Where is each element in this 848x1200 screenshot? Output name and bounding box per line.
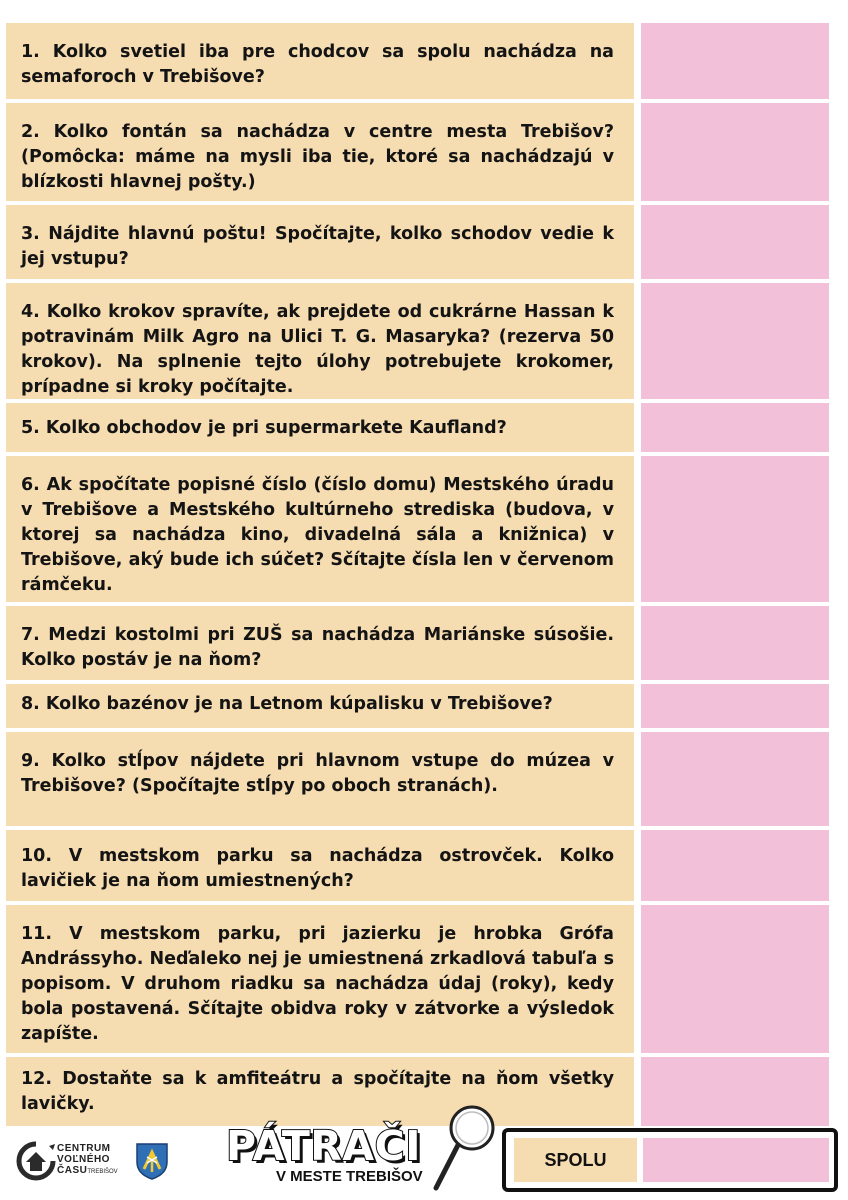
logo-line-2: VOĽNÉHO — [57, 1154, 110, 1165]
answer-box-6[interactable] — [641, 456, 829, 602]
question-text: 1. Kolko svetiel iba pre chodcov sa spolu nachádza na semaforoch v Trebišove? — [21, 42, 614, 87]
question-6 — [6, 456, 634, 602]
logo-line-1: CENTRUM — [57, 1143, 111, 1154]
answer-box-10[interactable] — [641, 830, 829, 901]
question-8 — [6, 684, 634, 728]
question-text: 11. V mestskom parku, pri jazierku je hrobka Grófa Andrássyho. Neďaleko nej je umiestnená zrkadlová tabuľa s popisom. V druhom riadku sa nachádza údaj (roky), kedy bola postavená. Sčítajte obidva roky v zátvorke a výsledok zapíšte. — [21, 924, 614, 1044]
question-1 — [6, 23, 634, 99]
question-3 — [6, 205, 634, 279]
total-box — [502, 1128, 838, 1192]
question-text: 7. Medzi kostolmi pri ZUŠ sa nachádza Mariánske súsošie. Kolko postáv je na ňom? — [21, 625, 614, 670]
answer-box-3[interactable] — [641, 205, 829, 279]
question-2 — [6, 103, 634, 201]
answer-box-5[interactable] — [641, 403, 829, 452]
question-text: 10. V mestskom parku sa nachádza ostrovček. Kolko lavičiek je na ňom umiestnených? — [21, 846, 614, 891]
patraci-title: PÁTRAČI — [226, 1122, 421, 1170]
patraci-subtitle: V MESTE TREBIŠOV — [276, 1168, 423, 1185]
answer-box-8[interactable] — [641, 684, 829, 728]
question-text: 9. Kolko stĺpov nájdete pri hlavnom vstupe do múzea v Trebišove? (Spočítajte stĺpy po oboch stranách). — [21, 751, 614, 796]
answer-box-12[interactable] — [641, 1057, 829, 1126]
logo-line-3: ČASU — [57, 1165, 88, 1176]
question-10 — [6, 830, 634, 901]
logo-line-3-small: TREBIŠOV — [87, 1169, 118, 1175]
question-text: 4. Kolko krokov spravíte, ak prejdete od cukrárne Hassan k potravinám Milk Agro na Ulici T. G. Masaryka? (rezerva 50 krokov). Na splnenie tejto úlohy potrebujete krokomer, prípadne si kroky počítajte. — [21, 302, 614, 397]
question-text: 5. Kolko obchodov je pri supermarkete Kaufland? — [21, 418, 507, 438]
question-4 — [6, 283, 634, 399]
question-text: 2. Kolko fontán sa nachádza v centre mesta Trebišov? (Pomôcka: máme na mysli iba tie, ktoré sa nachádzajú v blízkosti hlavnej pošty.) — [21, 122, 614, 192]
answer-box-2[interactable] — [641, 103, 829, 201]
answer-box-11[interactable] — [641, 905, 829, 1053]
question-9 — [6, 732, 634, 826]
total-answer-box[interactable] — [643, 1138, 829, 1182]
answer-box-1[interactable] — [641, 23, 829, 99]
answer-box-7[interactable] — [641, 606, 829, 680]
magnifying-glass-icon — [426, 1102, 502, 1198]
question-text: 6. Ak spočítate popisné číslo (číslo domu) Mestského úradu v Trebišove a Mestského kultúrneho strediska (budova, v ktorej sa nachádza kino, divadelná sála a knižnica) v Trebišove, aký bude ich súčet? Sčítajte čísla len v červenom rámčeku. — [21, 475, 614, 595]
footer — [0, 1122, 848, 1200]
question-text: 3. Nájdite hlavnú poštu! Spočítajte, kolko schodov vedie k jej vstupu? — [21, 224, 614, 269]
total-label: SPOLU — [514, 1138, 637, 1182]
answer-box-9[interactable] — [641, 732, 829, 826]
question-7 — [6, 606, 634, 680]
question-text: 12. Dostaňte sa k amfiteátru a spočítajte na ňom všetky lavičky. — [21, 1069, 614, 1114]
trebisov-coat-of-arms-icon — [135, 1142, 169, 1180]
centrum-logo-text — [57, 1143, 118, 1178]
question-11 — [6, 905, 634, 1053]
question-5 — [6, 403, 634, 452]
question-12 — [6, 1057, 634, 1126]
answer-box-4[interactable] — [641, 283, 829, 399]
question-text: 8. Kolko bazénov je na Letnom kúpalisku v Trebišove? — [21, 694, 553, 714]
